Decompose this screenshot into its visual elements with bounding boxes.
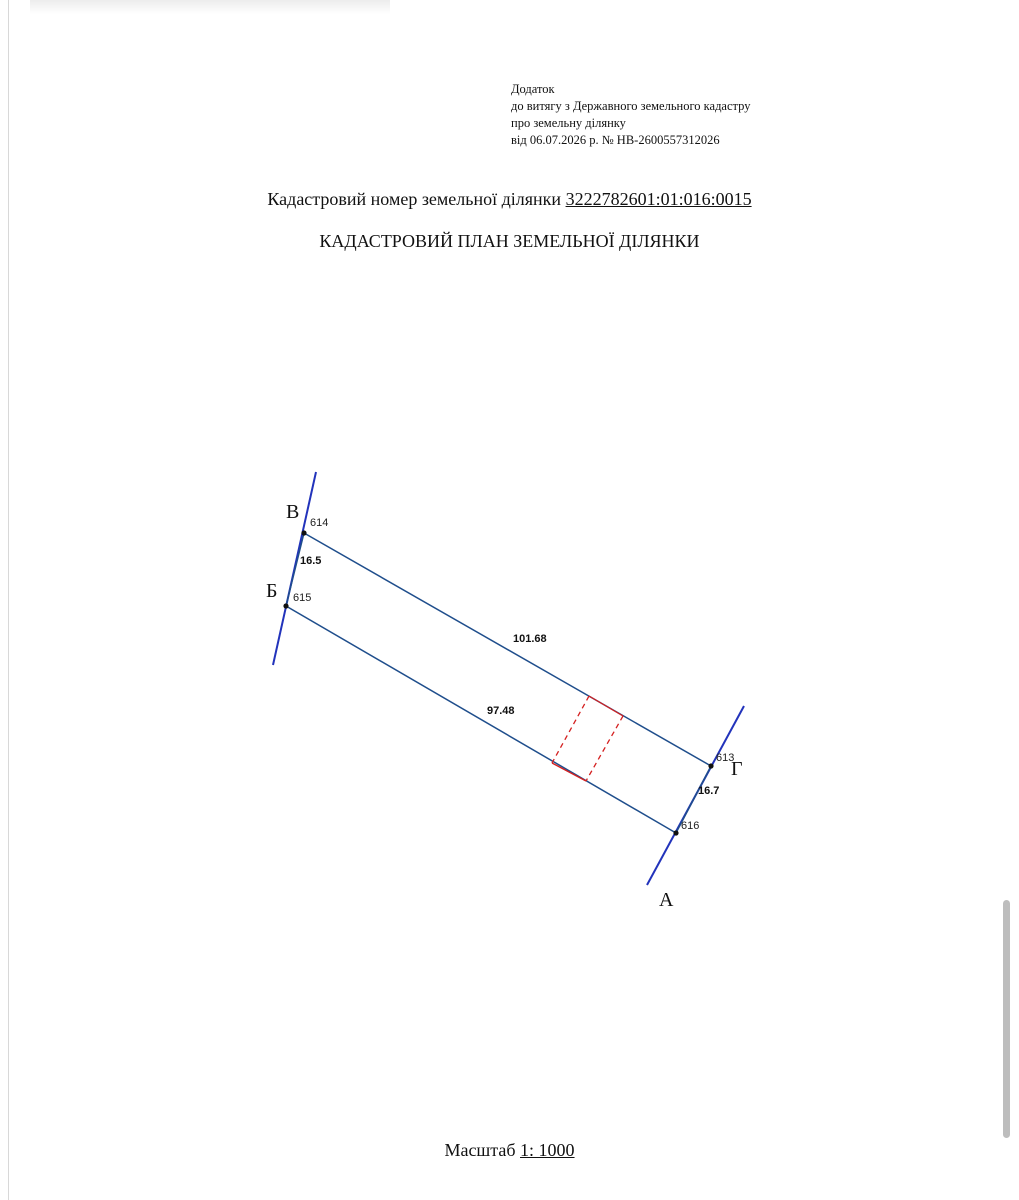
length-top: 101.68 (513, 633, 547, 645)
length-bottom: 97.48 (487, 705, 515, 717)
vertical-scrollbar[interactable] (1003, 900, 1010, 1138)
corner-label-v: В (286, 501, 300, 523)
dashed-line-bottom-link (552, 763, 586, 781)
appendix-line-3: про земельну ділянку (511, 116, 626, 130)
dashed-line-2 (586, 716, 623, 781)
scale-line (0, 1140, 1019, 1161)
cadastral-number: 3222782601:01:016:0015 (565, 189, 752, 209)
vertex-613 (708, 763, 713, 768)
length-right: 16.7 (698, 785, 720, 797)
corner-label-g: Г (731, 758, 743, 780)
appendix-line-4: від 06.07.2026 р. № НВ-2600557312026 (511, 133, 720, 147)
vertex-616 (673, 830, 678, 835)
length-left: 16.5 (300, 555, 322, 567)
point-number-614: 614 (310, 517, 329, 529)
vertex-615 (283, 603, 288, 608)
appendix-line-1: Додаток (511, 82, 555, 96)
appendix-line-2: до витягу з Державного земельного кадастру (511, 99, 751, 113)
vertex-614 (301, 530, 306, 535)
point-number-615: 615 (293, 592, 312, 604)
scale-value: 1: 1000 (520, 1140, 575, 1160)
point-number-613: 613 (716, 752, 735, 764)
corner-label-b: Б (266, 580, 278, 602)
point-number-616: 616 (681, 820, 700, 832)
document-title: КАДАСТРОВИЙ ПЛАН ЗЕМЕЛЬНОЇ ДІЛЯНКИ (319, 231, 700, 251)
scale-label: Масштаб (444, 1140, 516, 1160)
dashed-line-top-link (589, 696, 623, 716)
dashed-line-1 (552, 696, 589, 763)
cadastral-label: Кадастровий номер земельної ділянки (267, 189, 562, 209)
parcel-boundary (286, 533, 711, 833)
corner-label-a: А (659, 889, 674, 911)
